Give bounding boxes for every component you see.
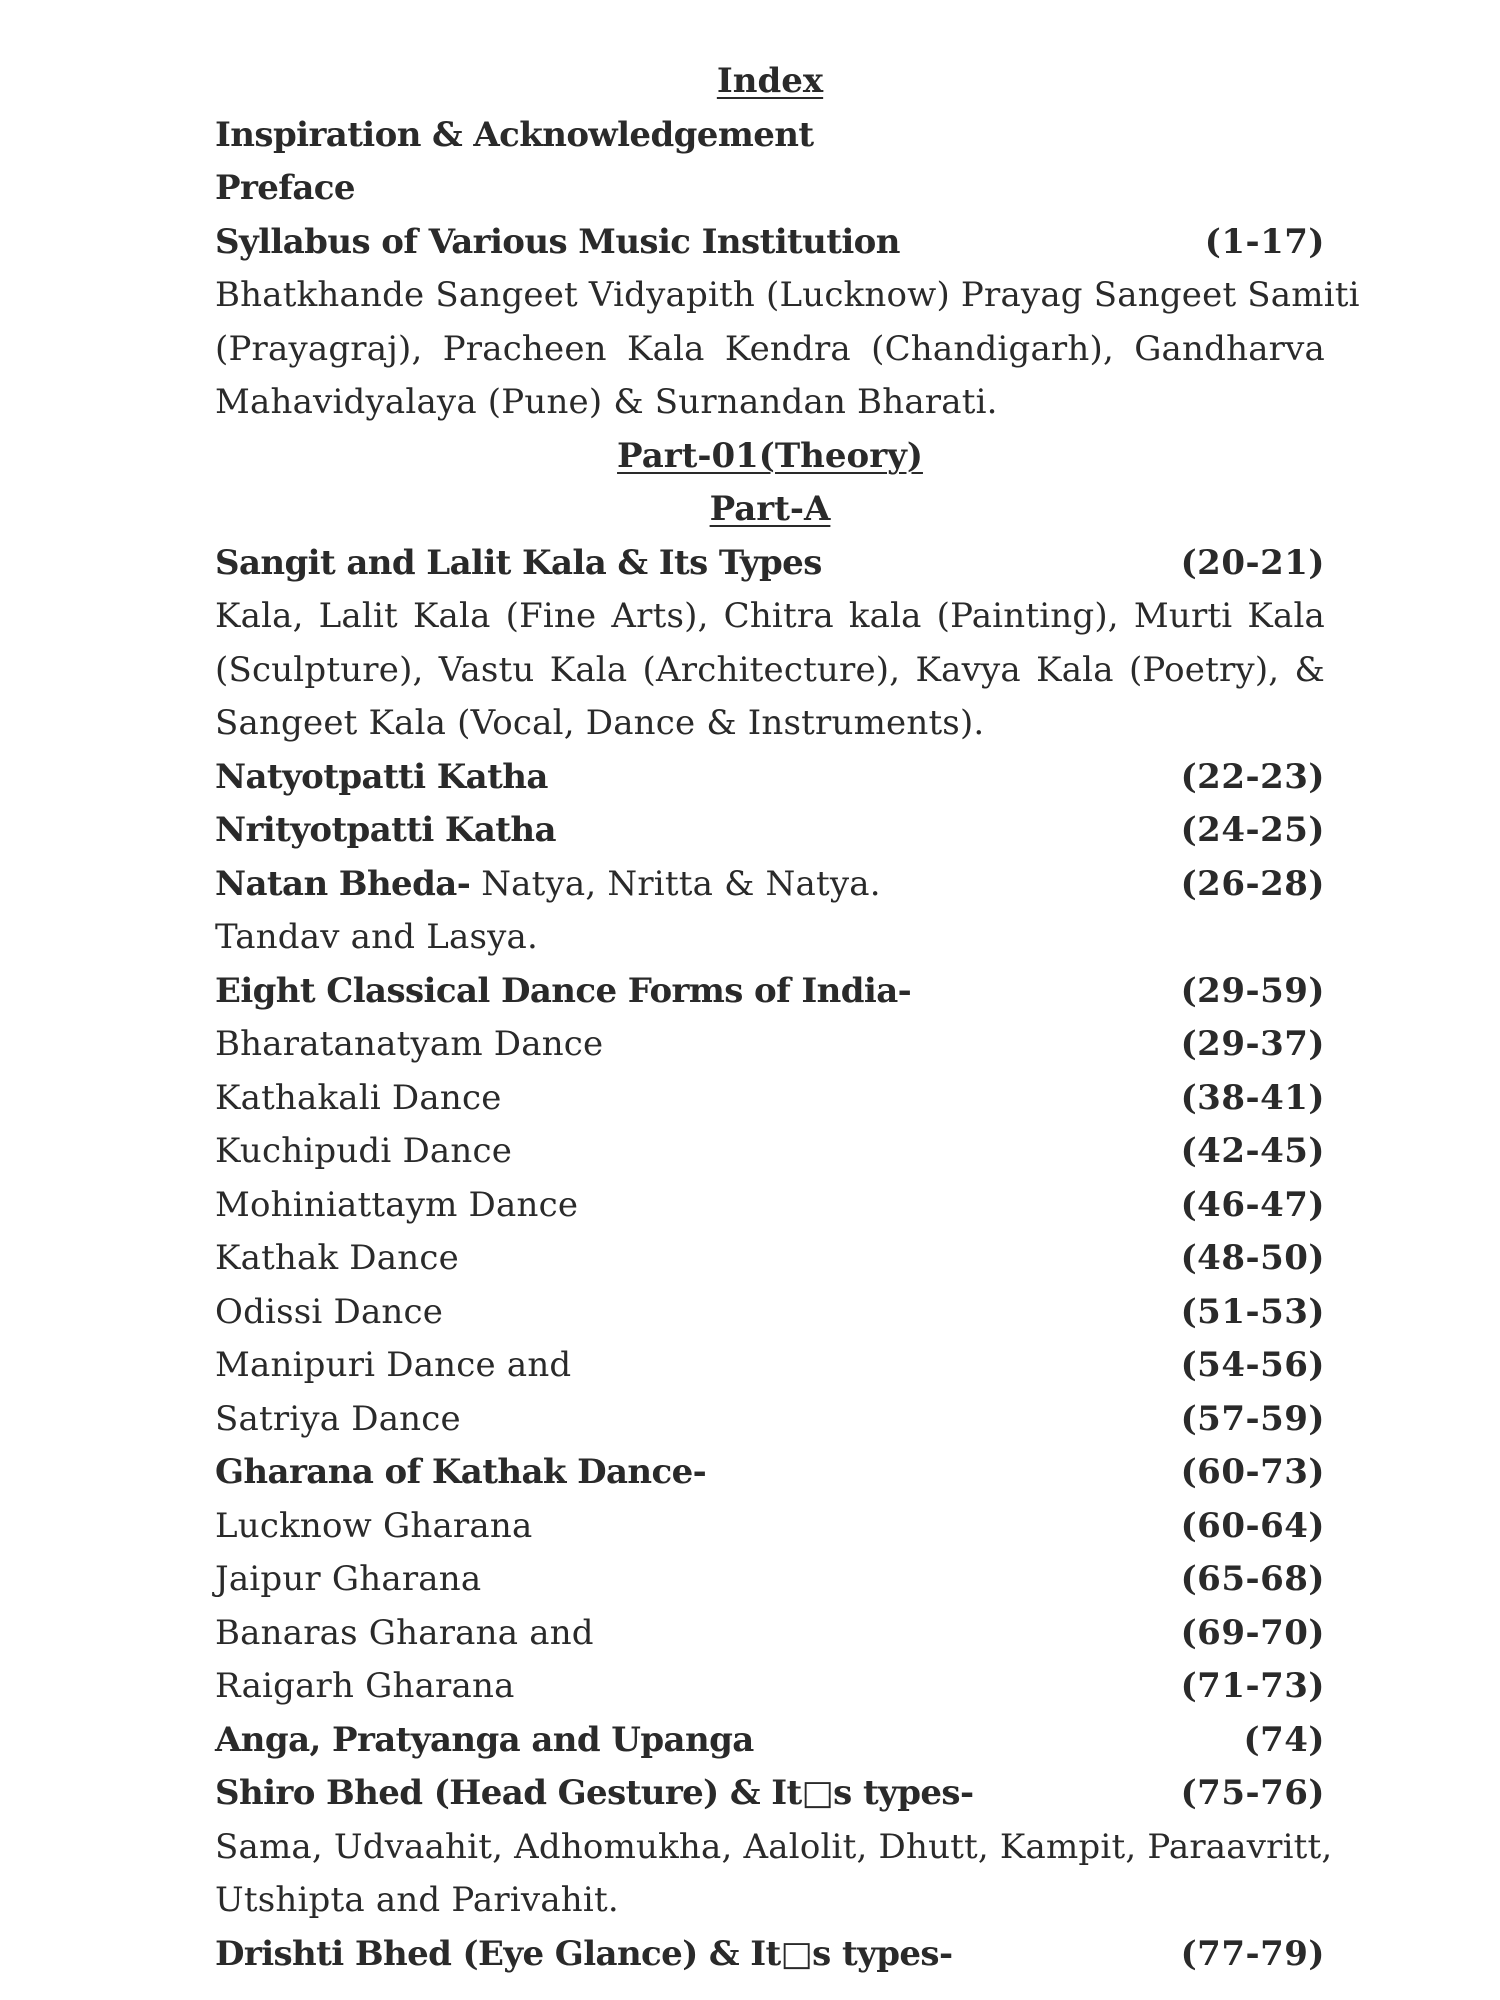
toc-entry	[215, 1446, 1325, 1500]
entry-title: Anga, Pratyanga and Upanga	[215, 1719, 754, 1760]
subentry-label: Kathak Dance	[215, 1238, 459, 1278]
toc-entry	[215, 1767, 1325, 1821]
entry-title: Natan Bheda-	[215, 863, 471, 904]
entry-pages: (24-25)	[1180, 810, 1325, 850]
entry-pages: (1-17)	[1204, 221, 1325, 262]
toc-entry	[215, 1714, 1325, 1768]
toc-entry	[215, 965, 1325, 1019]
toc-subentry	[215, 1500, 1325, 1554]
index-heading-row	[215, 55, 1325, 109]
entry-description-line: (Prayagraj), Pracheen Kala Kendra (Chandigarh), Gandharva	[215, 328, 1325, 369]
subentry-label: Odissi Dance	[215, 1291, 444, 1332]
entry-title: Gharana of Kathak Dance-	[215, 1452, 707, 1492]
entry-description-line: Bhatkhande Sangeet Vidyapith (Lucknow) Prayag Sangeet Samiti	[215, 275, 1360, 315]
toc-subentry	[215, 1660, 1325, 1714]
entry-pages: (60-73)	[1180, 1452, 1325, 1492]
toc-subentry	[215, 1286, 1325, 1340]
subpart-heading: Part-A	[709, 489, 831, 529]
entry-description-line: Sama, Udvaahit, Adhomukha, Aalolit, Dhutt, Kampit, Paraavritt,	[215, 1826, 1333, 1867]
subentry-pages: (65-68)	[1180, 1559, 1325, 1599]
subentry-label: Jaipur Gharana	[215, 1559, 482, 1599]
subentry-label: Kuchipudi Dance	[215, 1131, 513, 1171]
subentry-pages: (57-59)	[1180, 1398, 1325, 1439]
toc-subentry	[215, 1393, 1325, 1447]
entry-pages: (77-79)	[1180, 1933, 1325, 1974]
entry-title: Syllabus of Various Music Institution	[215, 221, 900, 262]
subentry-pages: (42-45)	[1180, 1131, 1325, 1171]
toc-entry	[215, 537, 1325, 591]
subentry-pages: (69-70)	[1180, 1612, 1325, 1653]
entry-description-line: Utshipta and Parivahit.	[215, 1880, 619, 1920]
toc-entry	[215, 858, 1325, 912]
index-heading: Index	[716, 61, 824, 101]
subentry-pages: (60-64)	[1180, 1505, 1325, 1546]
toc-entry	[215, 216, 1325, 270]
subentry-label: Mohiniattaym Dance	[215, 1184, 579, 1225]
subentry-pages: (46-47)	[1180, 1184, 1325, 1225]
entry-title: Drishti Bhed (Eye Glance) & It□s types-	[215, 1933, 953, 1974]
subentry-label: Lucknow Gharana	[215, 1505, 533, 1546]
subentry-pages: (38-41)	[1180, 1077, 1325, 1118]
entry-description-line: Tandav and Lasya.	[215, 917, 538, 957]
toc-subentry	[215, 1072, 1325, 1126]
entry-description-line: Kala, Lalit Kala (Fine Arts), Chitra kala (Painting), Murti Kala	[215, 596, 1325, 636]
subentry-label: Manipuri Dance and	[215, 1345, 572, 1385]
entry-description-line: Mahavidyalaya (Pune) & Surnandan Bharati.	[215, 382, 998, 422]
entry-title: Eight Classical Dance Forms of India-	[215, 970, 912, 1011]
index-page	[215, 55, 1360, 1981]
entry-title: Preface	[215, 168, 355, 208]
toc-entry	[215, 804, 1325, 858]
subentry-label: Banaras Gharana and	[215, 1612, 594, 1653]
part-heading: Part-01(Theory)	[617, 435, 923, 476]
toc-subentry	[215, 1607, 1325, 1661]
subentry-pages: (71-73)	[1180, 1666, 1325, 1706]
subentry-label: Bharatanatyam Dance	[215, 1024, 604, 1064]
entry-pages: (75-76)	[1180, 1773, 1325, 1813]
entry-title: Natyotpatti Katha	[215, 756, 548, 797]
entry-pages: (20-21)	[1180, 542, 1325, 583]
toc-subentry	[215, 1339, 1325, 1393]
subpart-heading-row	[215, 483, 1325, 537]
toc-entry	[215, 1928, 1325, 1982]
subentry-label: Raigarh Gharana	[215, 1666, 515, 1706]
entry-title: Sangit and Lalit Kala & Its Types	[215, 542, 822, 583]
toc-subentry	[215, 1553, 1325, 1607]
toc-entry	[215, 162, 1325, 216]
toc-entry	[215, 109, 1325, 163]
entry-title: Shiro Bhed (Head Gesture) & It□s types-	[215, 1773, 974, 1813]
subentry-pages: (51-53)	[1180, 1291, 1325, 1332]
entry-description-line: Sangeet Kala (Vocal, Dance & Instruments).	[215, 703, 985, 743]
entry-inline-description: Natya, Nritta & Natya.	[470, 863, 881, 904]
subentry-label: Satriya Dance	[215, 1398, 461, 1439]
subentry-pages: (29-37)	[1180, 1024, 1325, 1064]
entry-pages: (29-59)	[1180, 970, 1325, 1011]
entry-pages: (26-28)	[1180, 863, 1325, 904]
toc-subentry	[215, 1179, 1325, 1233]
toc-subentry	[215, 1018, 1325, 1072]
toc-subentry	[215, 1125, 1325, 1179]
entry-title: Nrityotpatti Katha	[215, 810, 556, 850]
subentry-pages: (54-56)	[1180, 1345, 1325, 1385]
toc-entry	[215, 751, 1325, 805]
part-heading-row	[215, 430, 1325, 484]
entry-title: Inspiration & Acknowledgement	[215, 114, 814, 155]
toc-subentry	[215, 1232, 1325, 1286]
subentry-pages: (48-50)	[1180, 1238, 1325, 1278]
subentry-label: Kathakali Dance	[215, 1077, 502, 1118]
entry-pages: (22-23)	[1180, 756, 1325, 797]
entry-pages: (74)	[1243, 1719, 1325, 1760]
entry-description-line: (Sculpture), Vastu Kala (Architecture), Kavya Kala (Poetry), &	[215, 649, 1325, 690]
